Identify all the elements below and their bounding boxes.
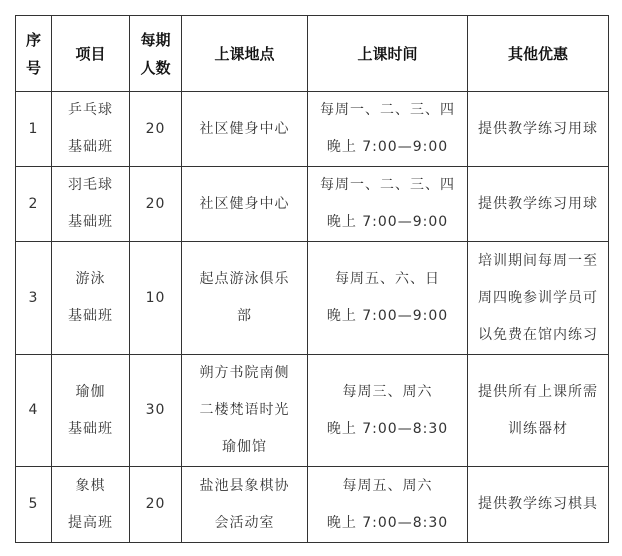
row-item [52, 467, 130, 543]
row-time-line: 晚上 7:00—9:00 [326, 139, 449, 155]
row-perks-line: 提供所有上课所需 [478, 383, 598, 400]
row-item-line: 基础班 [68, 214, 113, 230]
header-count-line-1: 每期 [140, 30, 171, 49]
row-location-line: 部 [237, 308, 252, 324]
row-seq: 4 [16, 355, 52, 467]
row-location-line: 盐池县象棋协 [199, 477, 290, 494]
row-seq: 1 [16, 92, 52, 167]
row-time [308, 167, 468, 242]
header-time: 上课时间 [308, 16, 468, 92]
row-perks-line: 周四晚参训学员可 [478, 289, 598, 306]
row-time-line: 每周五、六、日 [335, 271, 440, 287]
row-location [182, 167, 308, 242]
row-item [52, 242, 130, 355]
table-row [16, 467, 609, 543]
header-perks: 其他优惠 [468, 16, 609, 92]
row-time-line: 每周一、二、三、四 [320, 177, 455, 193]
table-row [16, 355, 609, 467]
row-location-line: 瑜伽馆 [222, 439, 267, 455]
header-count [130, 16, 182, 92]
header-item: 项目 [52, 16, 130, 92]
row-location-line: 会活动室 [214, 514, 275, 531]
row-perks [468, 167, 609, 242]
row-perks [468, 355, 609, 467]
header-location: 上课地点 [182, 16, 308, 92]
row-time-line: 晚上 7:00—9:00 [326, 308, 449, 324]
row-count: 30 [130, 355, 182, 467]
row-item-line: 羽毛球 [68, 177, 113, 193]
row-location-line: 朔方书院南侧 [199, 365, 290, 381]
row-location-line: 起点游泳俱乐 [199, 271, 290, 287]
row-perks [468, 92, 609, 167]
row-item-line: 瑜伽 [75, 383, 106, 400]
row-count: 20 [130, 167, 182, 242]
row-perks [468, 467, 609, 543]
row-perks-line: 训练器材 [508, 420, 568, 437]
row-perks-line: 提供教学练习棋具 [478, 496, 598, 512]
row-item-line: 象棋 [75, 477, 106, 494]
header-row [16, 16, 609, 92]
row-time [308, 242, 468, 355]
row-item [52, 92, 130, 167]
row-time-line: 每周五、周六 [342, 477, 433, 494]
row-seq: 3 [16, 242, 52, 355]
row-item-line: 基础班 [68, 420, 113, 437]
table-row [16, 242, 609, 355]
row-count: 20 [130, 467, 182, 543]
row-time-line: 每周三、周六 [342, 383, 433, 400]
row-perks-line: 以免费在馆内练习 [478, 326, 598, 343]
row-location-line: 二楼梵语时光 [199, 402, 290, 418]
row-time-line: 晚上 7:00—9:00 [326, 214, 449, 230]
row-time-line: 晚上 7:00—8:30 [326, 514, 449, 531]
row-item-line: 基础班 [68, 308, 113, 324]
row-location [182, 92, 308, 167]
course-schedule-table [15, 15, 609, 543]
row-item [52, 355, 130, 467]
table-row [16, 167, 609, 242]
row-item [52, 167, 130, 242]
row-item-line: 游泳 [75, 271, 106, 287]
row-time-line: 每周一、二、三、四 [320, 102, 455, 118]
row-perks-line: 培训期间每周一至 [478, 252, 598, 269]
row-count: 10 [130, 242, 182, 355]
header-seq-line-1: 序 [25, 30, 41, 49]
row-seq: 2 [16, 167, 52, 242]
row-perks-line: 提供教学练习用球 [478, 120, 598, 137]
header-seq [16, 16, 52, 92]
row-location-line: 社区健身中心 [199, 195, 290, 212]
row-time-line: 晚上 7:00—8:30 [326, 420, 449, 437]
row-item-line: 乒乓球 [68, 102, 113, 118]
row-item-line: 提高班 [68, 514, 113, 531]
row-seq: 5 [16, 467, 52, 543]
row-perks [468, 242, 609, 355]
row-location-line: 社区健身中心 [199, 120, 290, 137]
row-perks-line: 提供教学练习用球 [478, 195, 598, 212]
row-time [308, 355, 468, 467]
header-seq-line-2: 号 [25, 58, 41, 77]
row-count: 20 [130, 92, 182, 167]
row-time [308, 467, 468, 543]
row-time [308, 92, 468, 167]
row-item-line: 基础班 [68, 139, 113, 155]
row-location [182, 355, 308, 467]
row-location [182, 467, 308, 543]
row-location [182, 242, 308, 355]
header-count-line-2: 人数 [140, 58, 171, 77]
table-row [16, 92, 609, 167]
